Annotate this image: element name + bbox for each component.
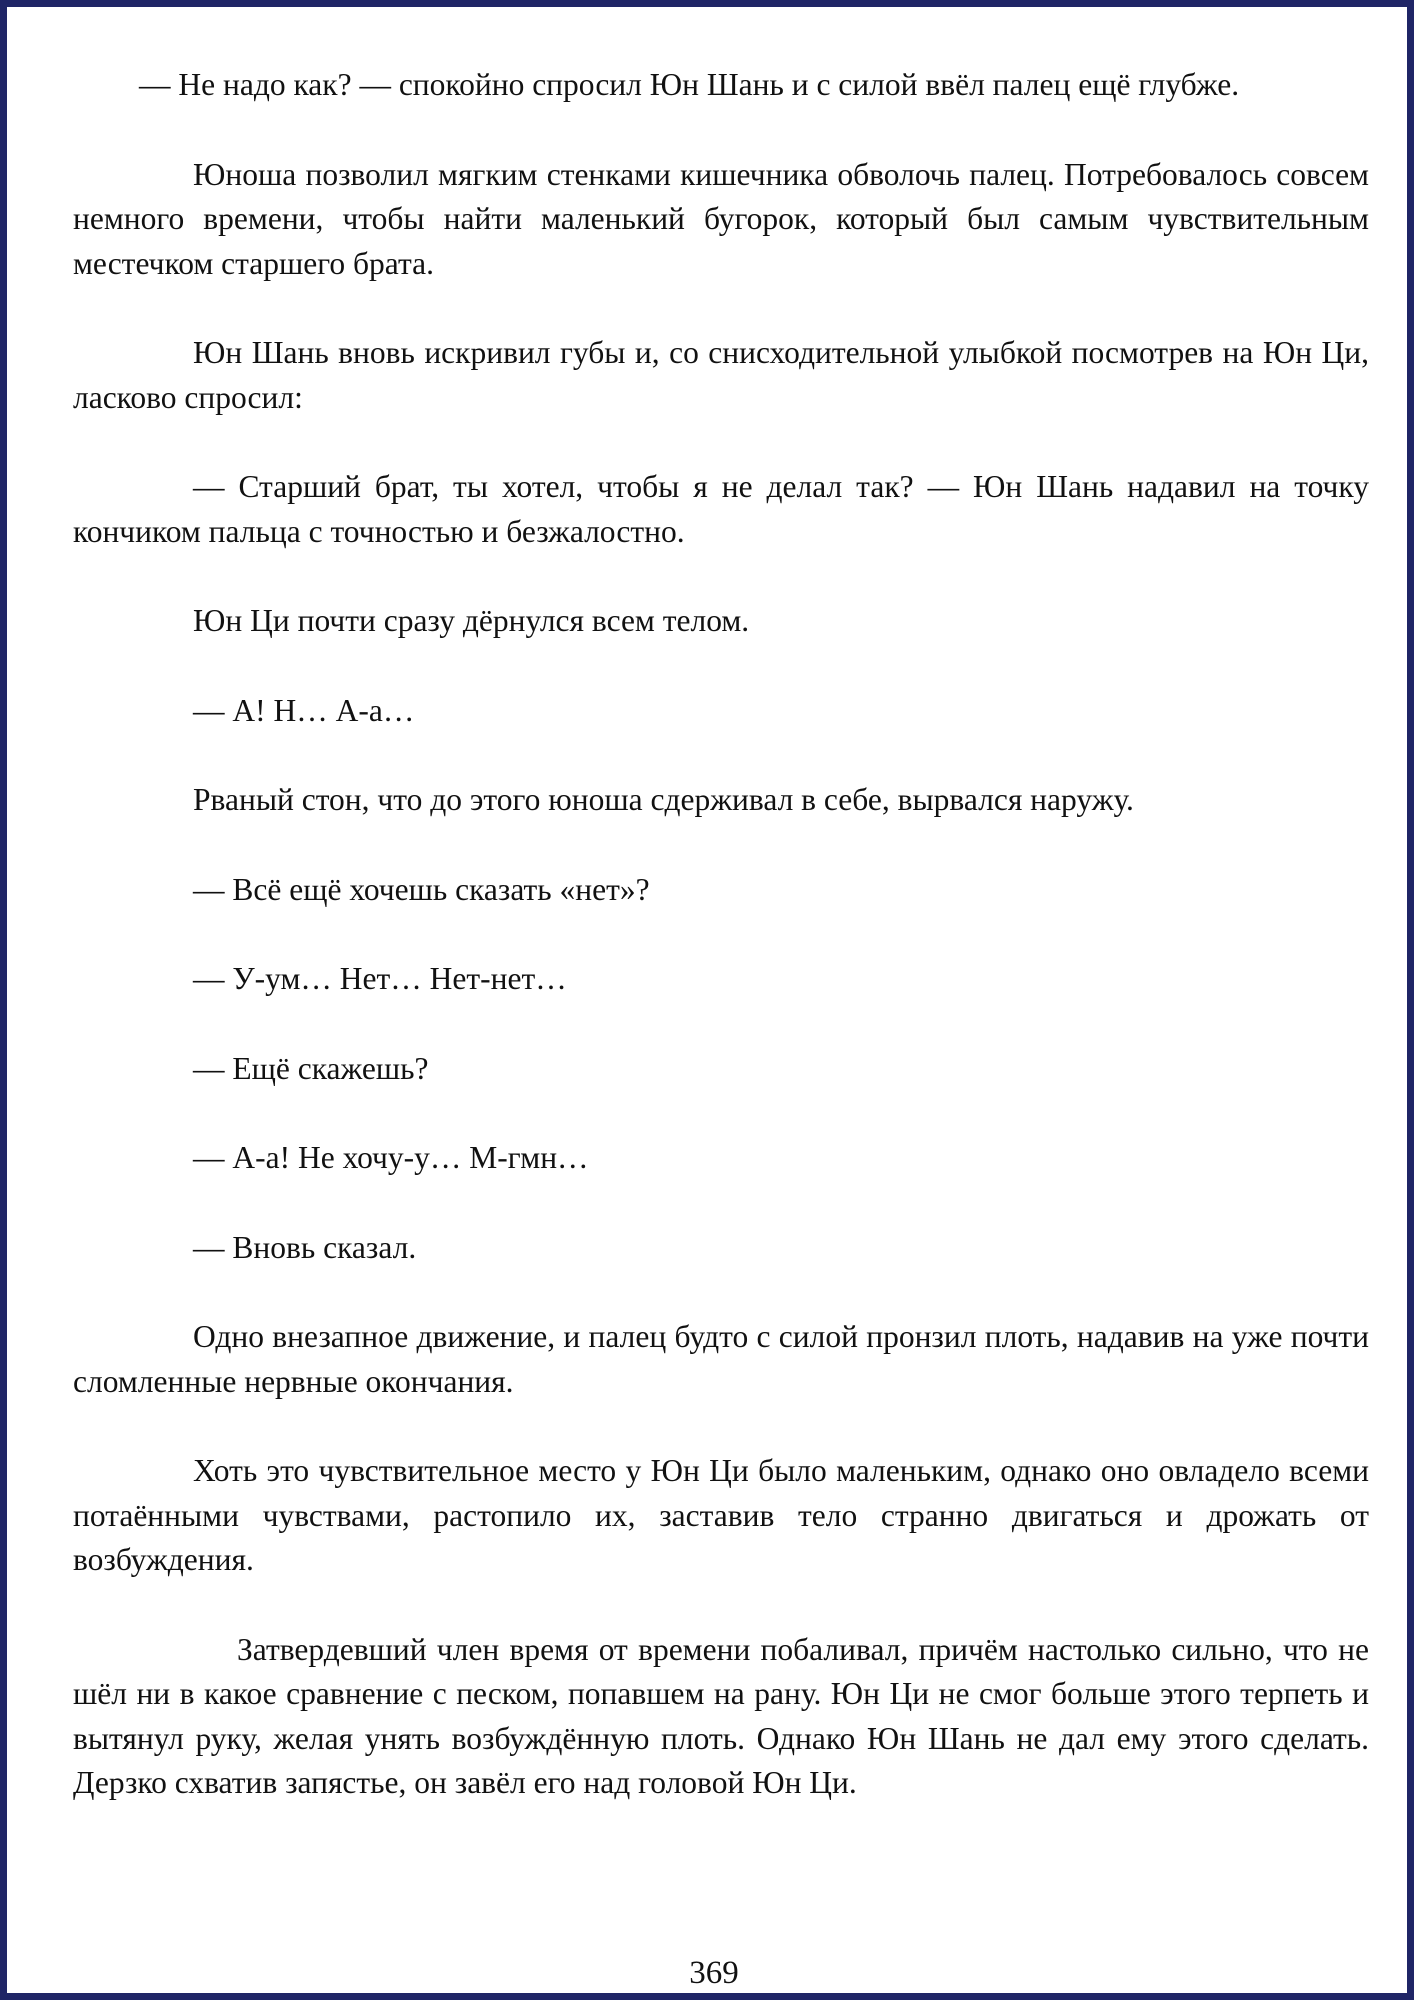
paragraph-4: — Старший брат, ты хотел, чтобы я не делал так? — Юн Шань надавил на точку кончиком пальца с точностью и безжалостно. [73, 469, 1369, 549]
paragraph-11: — А-а! Не хочу-у… М-гмн… [193, 1140, 589, 1175]
paragraph-2: Юноша позволил мягким стенками кишечника обволочь палец. Потребовалось совсем немного времени, чтобы найти маленький бугорок, который был самым чувствительным местечком старшего брата. [73, 156, 1369, 281]
paragraph-14: Хоть это чувствительное место у Юн Ци было маленьким, однако оно овладело всеми потаёнными чувствами, растопило их, заставив тело странно двигаться и дрожать от возбуждения. [73, 1453, 1369, 1577]
paragraph-6: — А! Н… А-а… [193, 692, 415, 728]
paragraph-8: — Всё ещё хочешь сказать «нет»? [193, 871, 650, 907]
paragraph-7: Рваный стон, что до этого юноша сдерживал в себе, вырвался наружу. [193, 782, 1134, 817]
page-body-text [73, 63, 1369, 1851]
page-number: 369 [689, 1955, 739, 1991]
paragraph-12: — Вновь сказал. [193, 1229, 417, 1265]
paragraph-10: — Ещё скажешь? [193, 1050, 429, 1086]
paragraph-5: Юн Ци почти сразу дёрнулся всем телом. [193, 603, 750, 638]
paragraph-3: Юн Шань вновь искривил губы и, со снисходительной улыбкой посмотрев на Юн Ци, ласково спросил: [73, 335, 1369, 415]
paragraph-13: Одно внезапное движение, и палец будто с силой пронзил плоть, надавив на уже почти сломленные нервные окончания. [73, 1319, 1369, 1399]
paragraph-15: Затвердевший член время от времени побаливал, причём настолько сильно, что не шёл ни в какое сравнение с песком, попавшем на рану. Юн Ци не смог больше этого терпеть и вытянул руку, желая унять возбуждённую плоть. Однако Юн Шань не дал ему этого сделать. Дерзко схватив запястье, он завёл его над головой Юн Ци. [73, 1631, 1369, 1800]
paragraph-1: — Не надо как? — спокойно спросил Юн Шань и с силой ввёл палец ещё глубже. [139, 67, 1240, 102]
paragraph-9: — У-ум… Нет… Нет-нет… [193, 961, 567, 996]
